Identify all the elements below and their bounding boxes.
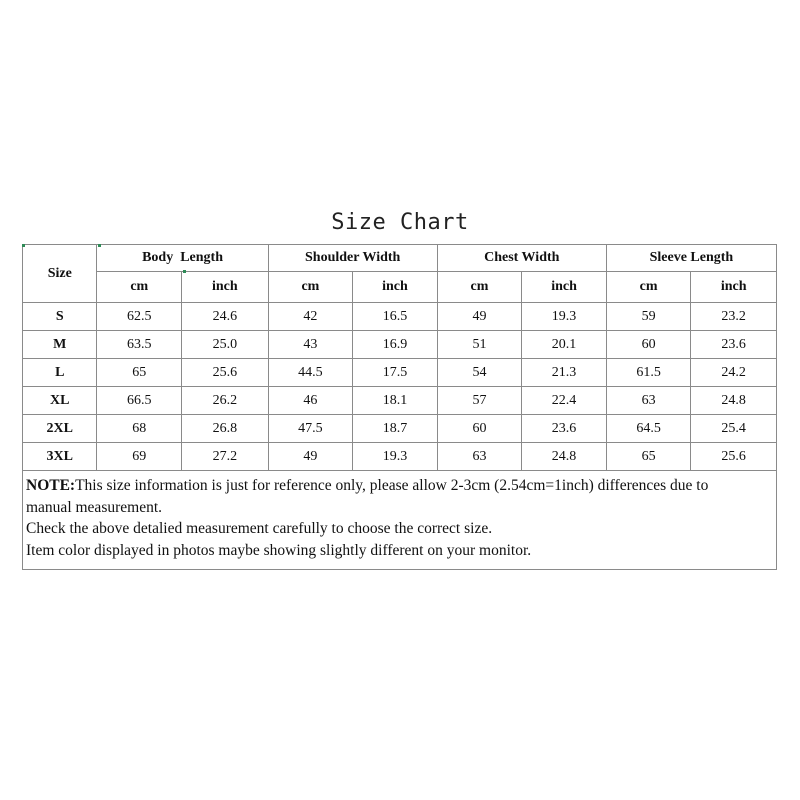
value-cell: 60 bbox=[437, 415, 522, 443]
value-cell: 25.0 bbox=[182, 331, 269, 359]
value-cell: 24.8 bbox=[522, 443, 607, 471]
value-cell: 47.5 bbox=[268, 415, 353, 443]
table-row bbox=[23, 415, 777, 443]
note-line bbox=[26, 475, 774, 497]
value-cell: 23.6 bbox=[522, 415, 607, 443]
note-line: Check the above detalied measurement carefully to choose the correct size. bbox=[26, 520, 493, 537]
note-label: NOTE: bbox=[26, 477, 76, 494]
value-cell: 18.1 bbox=[353, 387, 438, 415]
note-line: Item color displayed in photos maybe showing slightly different on your monitor. bbox=[26, 541, 532, 559]
unit-header: inch bbox=[522, 272, 607, 303]
value-cell: 19.3 bbox=[522, 303, 607, 331]
unit-header: cm bbox=[437, 272, 522, 303]
value-cell: 25.6 bbox=[182, 359, 269, 387]
value-cell: 24.2 bbox=[691, 359, 777, 387]
value-cell: 49 bbox=[268, 443, 353, 471]
value-cell: 65 bbox=[606, 443, 691, 471]
value-cell: 42 bbox=[268, 303, 353, 331]
value-cell: 18.7 bbox=[353, 415, 438, 443]
value-cell: 66.5 bbox=[97, 387, 182, 415]
size-cell: XL bbox=[23, 387, 97, 415]
value-cell: 24.8 bbox=[691, 387, 777, 415]
value-cell: 17.5 bbox=[353, 359, 438, 387]
table-row bbox=[23, 331, 777, 359]
value-cell: 63 bbox=[437, 443, 522, 471]
value-cell: 25.4 bbox=[691, 415, 777, 443]
value-cell: 44.5 bbox=[268, 359, 353, 387]
value-cell: 22.4 bbox=[522, 387, 607, 415]
value-cell: 57 bbox=[437, 387, 522, 415]
value-cell: 69 bbox=[97, 443, 182, 471]
chart-title: Size Chart bbox=[331, 210, 469, 235]
size-cell: S bbox=[23, 303, 97, 331]
value-cell: 51 bbox=[437, 331, 522, 359]
value-cell: 25.6 bbox=[691, 443, 777, 471]
value-cell: 23.6 bbox=[691, 331, 777, 359]
value-cell: 60 bbox=[606, 331, 691, 359]
corner-mark bbox=[98, 244, 101, 247]
value-cell: 59 bbox=[606, 303, 691, 331]
size-cell: 2XL bbox=[23, 415, 97, 443]
value-cell: 63.5 bbox=[97, 331, 182, 359]
corner-mark bbox=[22, 244, 25, 247]
size-column-header: Size bbox=[23, 245, 97, 303]
unit-header: cm bbox=[606, 272, 691, 303]
shoulder-width-header: Shoulder Width bbox=[268, 245, 437, 272]
table-row bbox=[23, 443, 777, 471]
value-cell: 23.2 bbox=[691, 303, 777, 331]
unit-row bbox=[23, 272, 777, 303]
note-line: manual measurement. bbox=[26, 498, 163, 516]
size-cell: 3XL bbox=[23, 443, 97, 471]
unit-header: inch bbox=[182, 272, 269, 303]
size-table bbox=[22, 244, 777, 570]
note-row bbox=[23, 471, 777, 570]
value-cell: 64.5 bbox=[606, 415, 691, 443]
note-cell bbox=[23, 471, 777, 570]
value-cell: 46 bbox=[268, 387, 353, 415]
value-cell: 20.1 bbox=[522, 331, 607, 359]
table-row bbox=[23, 359, 777, 387]
value-cell: 21.3 bbox=[522, 359, 607, 387]
value-cell: 61.5 bbox=[606, 359, 691, 387]
size-cell: M bbox=[23, 331, 97, 359]
value-cell: 65 bbox=[97, 359, 182, 387]
value-cell: 43 bbox=[268, 331, 353, 359]
value-cell: 63 bbox=[606, 387, 691, 415]
value-cell: 16.9 bbox=[353, 331, 438, 359]
size-cell: L bbox=[23, 359, 97, 387]
unit-header: cm bbox=[268, 272, 353, 303]
note-text: This size information is just for reference only, please allow 2-3cm (2.54cm=1inch) differences due to bbox=[75, 477, 709, 494]
value-cell: 16.5 bbox=[353, 303, 438, 331]
body-length-header: Body Length bbox=[97, 245, 268, 272]
value-cell: 49 bbox=[437, 303, 522, 331]
unit-header: inch bbox=[353, 272, 438, 303]
value-cell: 54 bbox=[437, 359, 522, 387]
value-cell: 62.5 bbox=[97, 303, 182, 331]
value-cell: 19.3 bbox=[353, 443, 438, 471]
value-cell: 26.8 bbox=[182, 415, 269, 443]
value-cell: 27.2 bbox=[182, 443, 269, 471]
value-cell: 26.2 bbox=[182, 387, 269, 415]
corner-mark bbox=[183, 270, 186, 273]
chest-width-header: Chest Width bbox=[437, 245, 606, 272]
value-cell: 68 bbox=[97, 415, 182, 443]
value-cell: 24.6 bbox=[182, 303, 269, 331]
table-row bbox=[23, 387, 777, 415]
header-row bbox=[23, 245, 777, 272]
table-row bbox=[23, 303, 777, 331]
unit-header: cm bbox=[97, 272, 182, 303]
sleeve-length-header: Sleeve Length bbox=[606, 245, 776, 272]
unit-header: inch bbox=[691, 272, 777, 303]
